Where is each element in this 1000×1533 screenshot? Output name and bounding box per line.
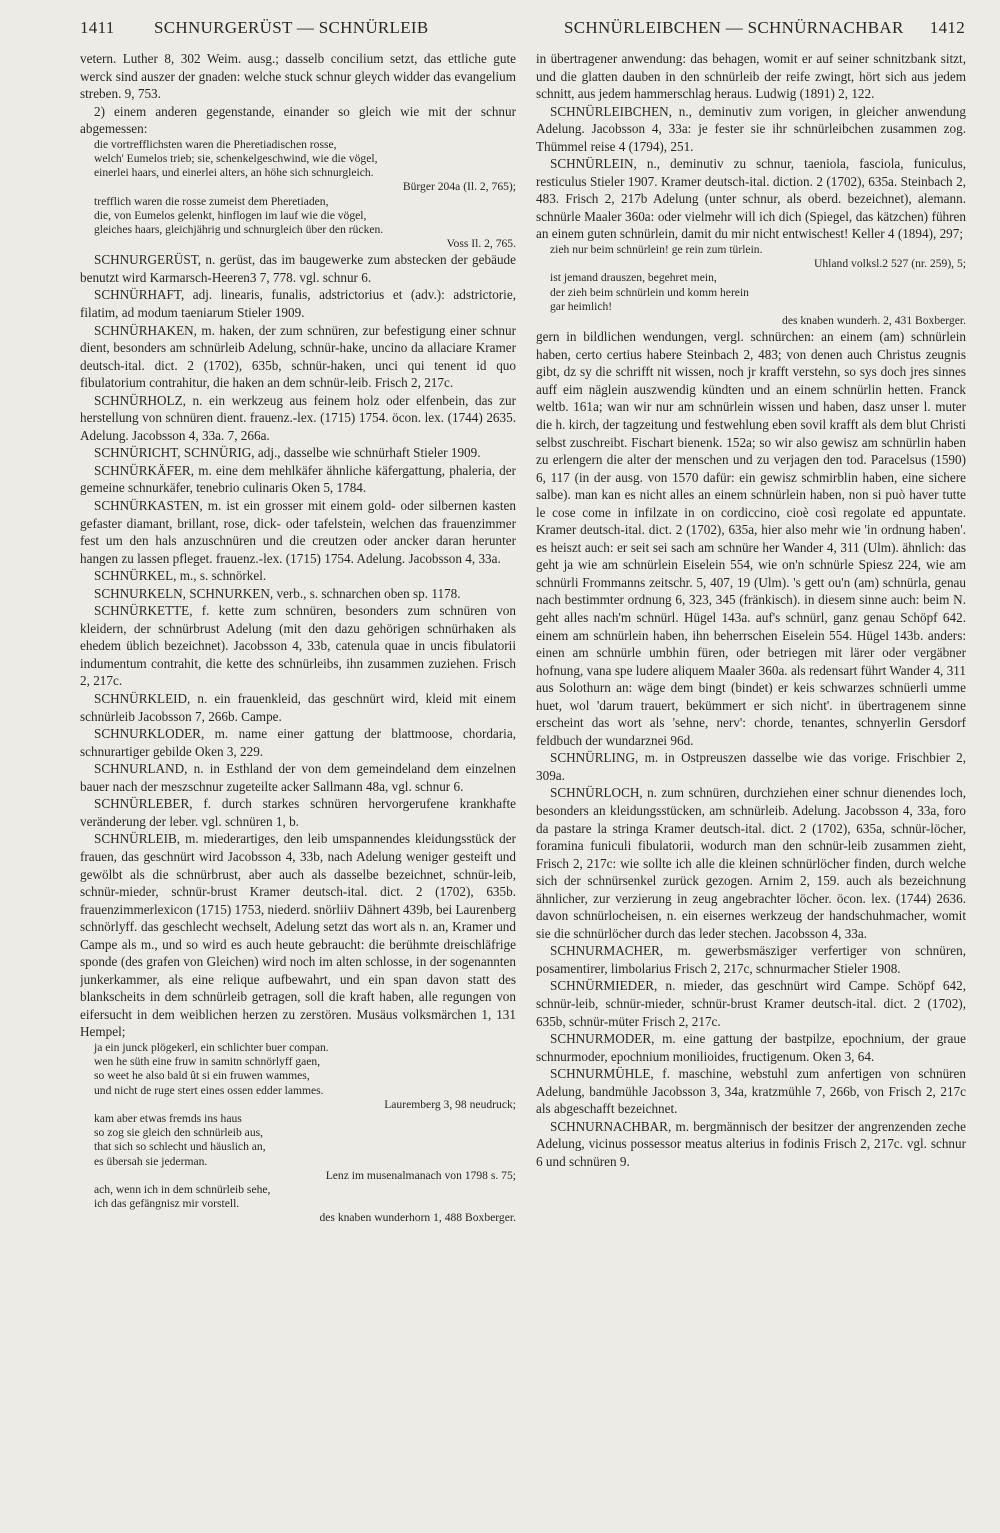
page-number-right: 1412: [929, 18, 965, 37]
quotation-source: Lenz im musenalmanach von 1798 s. 75;: [325, 1168, 516, 1182]
right-column: [536, 50, 966, 1520]
quotation-line: wen he süth eine fruw in samitn schnörlyff gaen,: [94, 1055, 321, 1069]
quotation-block: [536, 243, 966, 271]
dictionary-entry: SCHNURLAND, n. in Esthland der von dem gemeindeland dem einzelnen bauer nach der meszschnur zugeteilte acker Sallmann 48a, vgl. schnur 6.: [80, 761, 516, 794]
dictionary-entry: SCHNURNACHBAR, m. bergmännisch der besitzer der angrenzenden zeche Adelung, vicinus possessor meatus alterius in fodinis Frisch 2, 217c. vgl. schnur 6 und schnüren 9.: [536, 1118, 966, 1169]
quotation-block: [80, 1041, 516, 1112]
entry-continuation: gern in bildlichen wendungen, vergl. schnürchen: an einem (am) schnürlein haben, certo certius habere Steinbach 2, 483; von denen auch Christus zeugnis gibt, dz sy die schrifft nit wissen, noch jr krafft verstehn, so sys doch jres sinnes auff eim näglein auszwendig kündten und an einem schnürlin hetten. Franck weltb. 161a; wan wir nur am schnürlein wissen und haben, dasz unser l. muter die h. kirch, der tagzeitung und festwehlung eben sovil krafft als dem blut Christi selbst zuschreibt. Fischart bienenk. 152a; so wir also gewisz am schnürlin haben zu erlengern die alter der menschen und zu verjagen den tod. Paracelsus (1590) 6, 117 (in der ausg. von 1570 dafür: ein gewisz schmirblin haben, eine sichere salbe). man kan es nicht alles an einem schnürlein haben, non si può haver tutte le cose come in infilzate in on cordiccino, cioè così regolate ed appuntate. Kramer deutsch-ital. dict. 2 (1702), 635a, hier also mehr wie 'in ordnung haben'. es heiszt auch: er seit sei sach am schnüre her Wander 4, 311 (Ulm). ähnlich: das geht ja wie am schnürlein Eiselein 554, wie on'n schnürle Spiesz 224, wie am schnürli Frommanns zeitschr. 5, 407, 19 (Ulm). 's gett ou'n (am) schnürla, genau nach bestimmter ordnung 6, 323, 345 (fränkisch). in diesem sinne auch: beim N. geht alles nach'm schnürl. Hügel 143a. auf's schnürl, ganz genau Schöpf 642. einem am schnürlein haben, ihn beherrschen Eiselein 554. Hügel 143b. anders: einen am schnürle umbhin füren, oder betriegen mit lärer oder vergäbner hofnung, vana spe ludere aliquem Maaler 360a. als redensart führt Wander 4, 311 aus Solothurn an: wäge dem bingt (bindet) er keis schwarzes schnüerli umme huet, wol 'darum trauert, bekümmert er sich nicht'. in übertragenem sinne erscheint das wort als 'sehne, nerv': chorde, tenantes, schnyerlin Gersdorf feldbuch der wundarznei 96d.: [536, 329, 966, 748]
quotation-line: die, von Eumelos gelenkt, hinflogen im lauf wie die vögel,: [94, 208, 367, 222]
dictionary-entry: SCHNURKLODER, m. name einer gattung der blattmoose, chordaria, schnurartiger gebilde Oken 3, 229.: [80, 726, 516, 759]
quotation-source: des knaben wunderhorn 1, 488 Boxberger.: [319, 1211, 516, 1225]
quotation-source: Bürger 204a (Il. 2, 765);: [402, 180, 516, 194]
quotation-block: [80, 138, 516, 195]
quotation-block: [80, 1183, 516, 1226]
dictionary-entry: SCHNÜRKASTEN, m. ist ein grosser mit einem gold- oder silbernen kasten gefaster diamant, brillant, rose, dick- oder tafelstein, welchen das frauenzimmer fest um den hals anzuschnüren und die creutzen oder ancker daran herunter hangen zu lassen pfleget. frauenz.-lex. (1715) 1754. Adelung. Jacobsson 4, 33a.: [80, 498, 516, 566]
dictionary-entry: SCHNÜRICHT, SCHNÜRIG, adj., dasselbe wie schnürhaft Stieler 1909.: [94, 445, 481, 461]
dictionary-entry: SCHNURMACHER, m. gewerbsmäsziger verfertiger von schnüren, posamentirer, limbolarius Frisch 2, 217c, schnurmacher Stieler 1908.: [536, 943, 966, 976]
quotation-line: gar heimlich!: [550, 299, 613, 313]
dictionary-entry: SCHNÜRHOLZ, n. ein werkzeug aus feinem holz oder elfenbein, das zur herstellung von schnüren dient. frauenz.-lex. (1715) 1754. öcon. lex. (1744) 2635. Adelung. Jacobsson 4, 33a. 7, 266a.: [80, 392, 516, 443]
quotation-source: Voss Il. 2, 765.: [446, 237, 516, 251]
quotation-line: zieh nur beim schnürlein! ge rein zum türlein.: [550, 243, 763, 257]
dictionary-entry: SCHNÜRLEIBCHEN, n., deminutiv zum vorigen, in gleicher anwendung Adelung. Jacobsson 4, 33a: je fester sie ihr schnürleibchen zusammen zog. Thümmel reise 4 (1794), 251.: [536, 103, 966, 154]
quotation-source: des knaben wunderh. 2, 431 Boxberger.: [782, 314, 966, 328]
dictionary-entry: SCHNÜRKÄFER, m. eine dem mehlkäfer ähnliche käfergattung, phaleria, der gemeine schnurkäfer, tenebrio culinaris Oken 5, 1784.: [80, 462, 516, 496]
left-column: [80, 50, 516, 1520]
page-number-left: 1411: [80, 18, 115, 37]
quotation-line: ach, wenn ich in dem schnürleib sehe,: [94, 1183, 271, 1196]
dictionary-entry: SCHNÜRHAKEN, m. haken, der zum schnüren, zur befestigung einer schnur dient, besonders am schnürleib Adelung, schnür-hake, uncino da allaciare Kramer deutsch-ital. dict. 2 (1702), 635b, schnür-haken, unci qui tenent id quo fibulatorium contrahitur, die haken an dem schnür-leib. Frisch 2, 217c.: [80, 322, 516, 391]
page-header: [80, 18, 965, 48]
dictionary-entry: SCHNURKELN, SCHNURKEN, verb., s. schnarchen oben sp. 1178.: [94, 585, 461, 601]
quotation-line: ja ein junck plögekerl, ein schlichter buer compan.: [94, 1040, 329, 1054]
entry-continuation: vetern. Luther 8, 302 Weim. ausg.; dasselb concilium setzt, das ettliche gute werck sind auszer der gnaden: welche stuck schnur gleych widder das evangelium streben. 9, 753.: [80, 51, 516, 102]
quotation-line: und nicht de ruge stert eines ossen edder lammes.: [94, 1083, 324, 1097]
quotation-line: so zog sie gleich den schnürleib aus,: [94, 1126, 264, 1140]
quotation-line: welch' Eumelos trieb; sie, schenkelgeschwind, wie die vögel,: [94, 151, 378, 165]
dictionary-entry: SCHNURGERÜST, n. gerüst, das im baugewerke zum abstecken der gebäude benutzt wird Karmarsch-Heeren3 7, 778. vgl. schnur 6.: [80, 252, 516, 285]
dictionary-entry: SCHNÜRKLEID, n. ein frauenkleid, das geschnürt wird, kleid mit einem schnürleib Jacobsson 7, 266b. Campe.: [80, 691, 516, 724]
dictionary-entry: 2) einem anderen gegenstande, einander so gleich wie mit der schnur abgemessen:: [80, 103, 516, 137]
quotation-line: gleiches haars, gleichjährig und schnurgleich über den rücken.: [94, 222, 384, 236]
dictionary-entry: SCHNURMÜHLE, f. maschine, webstuhl zum anfertigen von schnüren Adelung, bandmühle Jacobsson 3, 34a, kratzmühle 7, 266b, von Frisch 2, 217c als abgeschafft bezeichnet.: [536, 1066, 966, 1117]
quotation-block: [80, 1112, 516, 1183]
dictionary-entry: SCHNÜRLING, m. in Ostpreuszen dasselbe wie das vorige. Frischbier 2, 309a.: [536, 750, 966, 783]
dictionary-entry: SCHNURMODER, m. eine gattung der bastpilze, epochnium, der graue schnurmoder, epochnium monilioides, fructigenum. Oken 3, 64.: [536, 1031, 966, 1064]
quotation-line: that sich so schlecht und häuslich an,: [94, 1140, 266, 1154]
quotation-line: so weet he also bald ût si ein fruwen wammes,: [94, 1069, 310, 1083]
dictionary-entry: SCHNÜRLOCH, n. zum schnüren, durchziehen einer schnur dienendes loch, besonders an kleidungsstücken, am schnürleib. Adelung. Jacobsson 4, 33a, foro da pastare la stringa Kramer deutsch-ital. dict. 2 (1702), 635a, schnür-löcher, foramina funiculi fibulatorii, wodurch man den schnür-leib zusammen zieht, Frisch 2, 217c: wie sollte ich alle die kleinen schnürlöcher finden, durch welche sich der schnürsenkel zurück gezogen. Arnim 2, 159. auch als bezeichnung ähnlicher, zur verzierung in zeug angebrachter löcher. öcon. lex. (1744) 2636. davon schnürlocheisen, n. ein eisernes werkzeug der handschuhmacher, womit sie die schnürlöcher durch das leder stechen. Jacobsson 4, 33a.: [536, 785, 966, 941]
quotation-line: der zieh beim schnürlein und komm herein: [550, 285, 749, 299]
dictionary-entry: SCHNÜRKETTE, f. kette zum schnüren, besonders zum schnüren von kleidern, der schnürbrust Adelung (mit den dazu gehörigen schnürhaken als ehedem üblich bezeichnet). Jacobsson 4, 33b, catenula quae in uncis fibulatorii indumentum contrahit, die kette des schnürleibs, ihn zusammen zuziehen. Frisch 2, 217c.: [80, 603, 516, 689]
quotation-line: die vortrefflichsten waren die Pheretiadischen rosse,: [94, 137, 337, 151]
quotation-source: Uhland volksl.2 527 (nr. 259), 5;: [814, 257, 966, 271]
quotation-block: [80, 195, 516, 252]
quotation-line: trefflich waren die rosse zumeist dem Pheretiaden,: [94, 194, 329, 208]
dictionary-entry: SCHNÜRLEBER, f. durch starkes schnüren hervorgerufene krankhafte veränderung der leber. vgl. schnüren 1, b.: [80, 796, 516, 829]
dictionary-entry: SCHNÜRLEIB, m. miederartiges, den leib umspannendes kleidungsstück der frauen, das geschnürt wird Jacobsson 4, 33b, nach Adelung weniger gesteift und gewölbt als die schnürbrust, aber auch als dasselbe bezeichnet, schnür-leib, schnür-mieder, schnür-brust Kramer deutsch-ital. dict. 2 (1702), 635b. frauenzimmerlexicon (1715) 1753, niederd. snörliiv Dähnert 439b, bei Laurenberg schnörlyff. das geschlecht wechselt, Adelung setzt das wort als n. an, Kramer und Campe als m., und so wird es auch heute gebraucht: die berühmte dreischläfrige sponde (des grafen von Gleichen) wird noch im alten schlosse, in der sogenannten junkerkammer, als eine relique aufbewahrt, und ein span davon statt des blankscheits in dem schnürleib getragen, soll die kraft haben, alle regungen von eifersucht in dem weiblichen herzen zu zerstören. Musäus volksmärchen 1, 131 Hempel;: [80, 831, 516, 1040]
quotation-block: [536, 271, 966, 328]
quotation-line: ist jemand drauszen, begehret mein,: [550, 271, 717, 285]
quotation-line: kam aber etwas fremds ins haus: [94, 1111, 242, 1125]
dictionary-entry: SCHNÜRLEIN, n., deminutiv zu schnur, taeniola, fasciola, funiculus, resticulus Stieler 1907. Kramer deutsch-ital. diction. 2 (1702), 635a. Steinbach 2, 483. Frisch 2, 217b Adelung (unter schnur, als oberd. bezeichnet), alemann. schnürle Maaler 360a: oder vielmehr will ich dich (Spiegel, das kätzchen) führen an einem guten schnürlein, damit du mir nicht entwischest! Keller 4 (1894), 297;: [536, 156, 966, 242]
running-headword-right: SCHNÜRLEIBCHEN — SCHNÜRNACHBAR: [564, 18, 904, 37]
quotation-source: Lauremberg 3, 98 neudruck;: [384, 1097, 516, 1111]
quotation-line: einerlei haars, und einerlei alters, an höhe sich schnurgleich.: [94, 166, 374, 180]
dictionary-entry: SCHNÜRMIEDER, n. mieder, das geschnürt wird Campe. Schöpf 642, schnür-leib, schnür-mieder, schnür-brust Kramer deutsch-ital. dict. 2 (1702), 635b, schnür-müter Frisch 2, 217c.: [536, 978, 966, 1029]
dictionary-entry: SCHNÜRHAFT, adj. linearis, funalis, adstrictorius et (adv.): adstrictorie, filatim, ad modum taeniarum Stieler 1909.: [80, 287, 516, 320]
quotation-line: ich das gefängnisz mir vorstell.: [94, 1197, 240, 1211]
dictionary-entry: SCHNÜRKEL, m., s. schnörkel.: [94, 568, 267, 584]
quotation-line: es übersah sie jederman.: [94, 1154, 208, 1168]
entry-continuation: in übertragener anwendung: das behagen, womit er auf seiner schnitzbank sitzt, und die glatten dauben in den schnürleib der reife zwingt, hört sich aus jedem schnitt, aus jedem hammerschlag heraus. Ludwig (1891) 2, 122.: [536, 51, 966, 102]
running-headword-left: SCHNURGERÜST — SCHNÜRLEIB: [154, 18, 429, 37]
